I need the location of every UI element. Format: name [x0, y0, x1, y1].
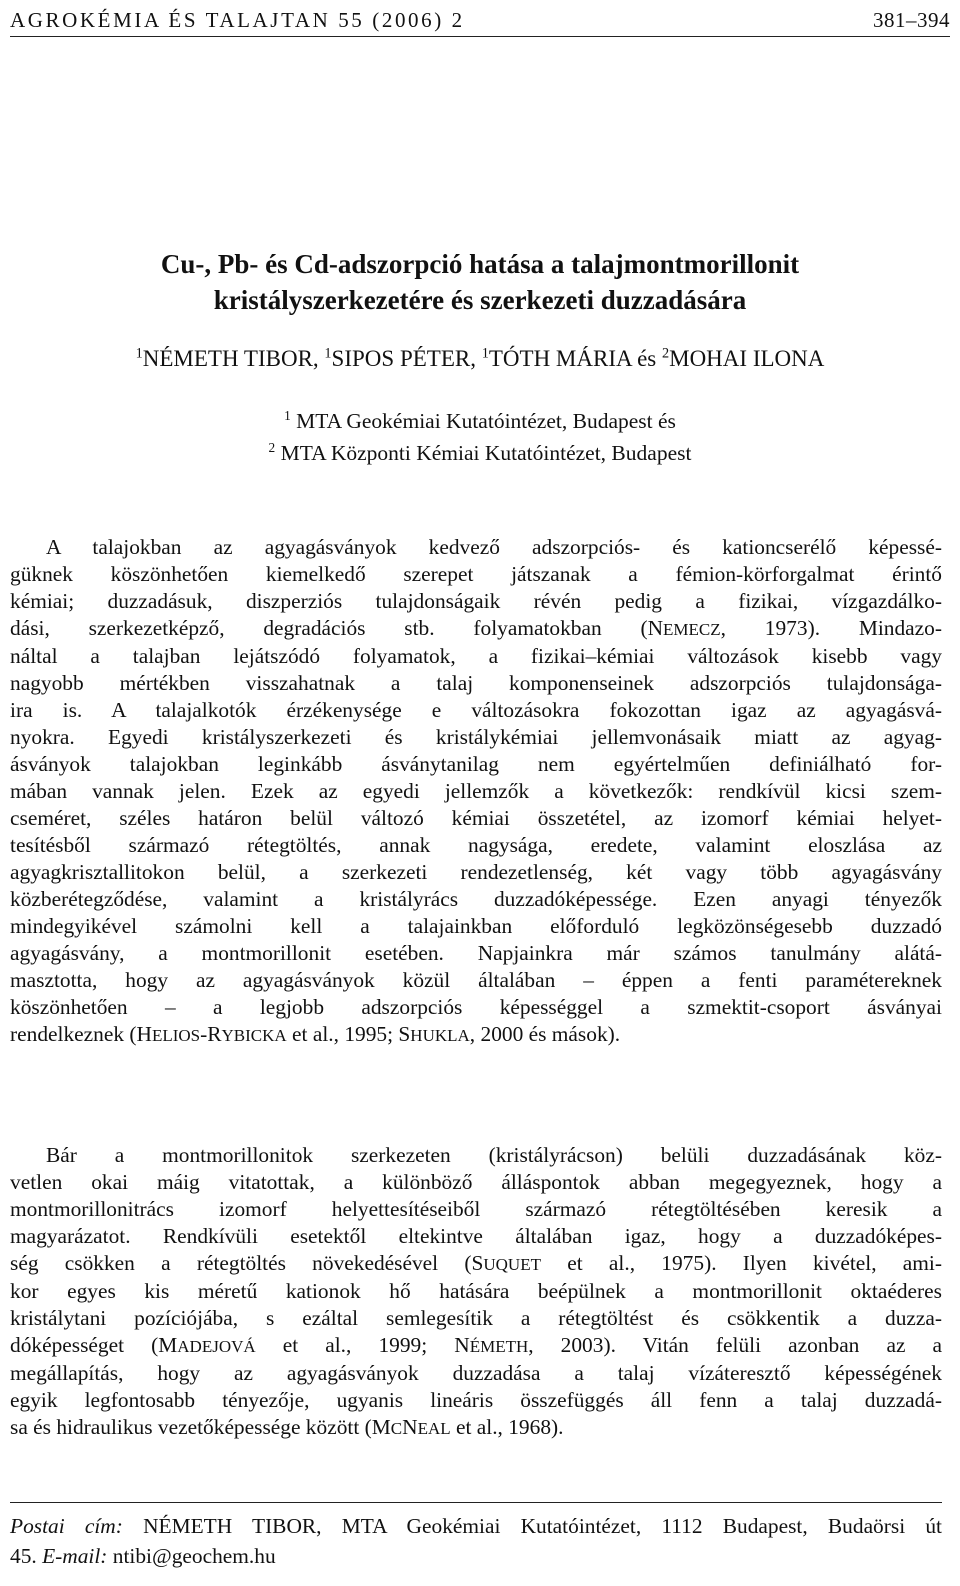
text-line: kémiai; duzzadásuk, diszperziós tulajdonságaik révén pedig a fizikai, vízgazdálko- [10, 589, 942, 613]
text-line: megállapítás, hogy az agyagásványok duzzadása a talaj vízáteresztő képességének [10, 1361, 942, 1385]
text-line-with-citation [10, 1250, 942, 1278]
affiliation-2-text: MTA Központi Kémiai Kutatóintézet, Budapest [275, 441, 692, 465]
text-line-with-citation [10, 615, 942, 643]
citation-rest: YBICKA [221, 1026, 287, 1045]
citation-rest: ADEJOVÁ [177, 1337, 256, 1356]
text-line: kor egyes kis méretű kationok hő hatására beépülnek a montmorillonit oktaéderes [10, 1279, 942, 1303]
page-range: 381–394 [873, 8, 950, 32]
affiliation-1-text: MTA Geokémiai Kutatóintézet, Budapest és [290, 409, 676, 433]
article-title [0, 246, 960, 318]
text-line: náltal a talajban lejátszódó folyamatok, a fizikai–kémiai változások kisebb vagy [10, 644, 942, 668]
address-continuation: 45. [10, 1544, 43, 1568]
text-line: Bár a montmorillonitok szerkezeten (kristályrácson) belüli duzzadásának köz- [46, 1143, 942, 1167]
email-address[interactable]: ntibi@geochem.hu [107, 1544, 276, 1568]
author-2-affiliation-mark: 1 [324, 345, 332, 362]
author-3-affiliation-mark: 1 [481, 345, 489, 362]
citation-initial: H [136, 1022, 152, 1046]
text-segment: dóképességet ( [10, 1333, 159, 1357]
citation-initial: N [647, 616, 664, 640]
text-line: agyagkrisztallitokon belül, a szerkezeti rendezetlenség, két vagy több agyagásvány [10, 860, 942, 884]
journal-citation: AGROKÉMIA ÉS TALAJTAN 55 (2006) 2 [10, 8, 465, 32]
text-line: nagyobb mértékben visszahatnak a talaj komponenseinek adszorpciós tulajdonsága- [10, 671, 942, 695]
affiliation-2 [0, 437, 960, 469]
text-line-with-citation [10, 1414, 942, 1442]
text-segment: sa és hidraulikus vezetőképessége között ( [10, 1415, 372, 1439]
citation-rest: UQUET [483, 1255, 541, 1274]
text-segment: , 2000 és mások). [469, 1022, 621, 1046]
text-line: vetlen okai máig vitatottak, a különböző álláspontok abban megegyeznek, hogy a [10, 1170, 942, 1194]
citation-rest: ELIOS [151, 1026, 201, 1045]
affiliation-list [0, 405, 960, 469]
text-segment: , 1973). Mindazo- [720, 616, 942, 640]
citation-initial: M [371, 1415, 391, 1439]
text-segment: dási, szerkezetképző, degradációs stb. folyamatokban ( [10, 616, 648, 640]
author-1: NÉMETH TIBOR, [142, 346, 325, 371]
author-2: SIPOS PÉTER, [331, 346, 482, 371]
postal-address: NÉMETH TIBOR, MTA Geokémiai Kutatóintézet, 1112 Budapest, Budaörsi út [122, 1514, 942, 1538]
postal-label: Postai cím: [10, 1514, 123, 1538]
author-4: MOHAI ILONA [669, 346, 825, 371]
running-header [10, 8, 950, 37]
title-line-2: kristályszerkezetére és szerkezeti duzzadására [213, 285, 747, 315]
text-line: ásványok talajokban leginkább ásványtanilag nem egyértelműen definiálható for- [10, 752, 942, 776]
citation-initial: N [454, 1333, 470, 1357]
citation-initial: S [471, 1251, 484, 1275]
text-line: montmorillonitrács izomorf helyettesítéseiből származó rétegtöltésében keresik a [10, 1197, 942, 1221]
author-4-affiliation-mark: 2 [662, 345, 670, 362]
author-3: TÓTH MÁRIA és [488, 346, 662, 371]
text-line: güknek köszönhetően kiemelkedő szerepet játszanak a fémion-körforgalmat érintő [10, 562, 942, 586]
citation-rest: EMECZ [663, 620, 721, 639]
citation-initial: N [402, 1415, 418, 1439]
text-line: egyik legfontosabb tényezője, ugyanis lineáris összefüggés áll fenn a talaj duzzadá- [10, 1388, 942, 1412]
citation-dash: - [200, 1022, 208, 1046]
text-line: A talajokban az agyagásványok kedvező adszorpciós- és kationcserélő képessé- [46, 535, 942, 559]
email-label: E-mail: [42, 1544, 108, 1568]
email-line [10, 1541, 942, 1571]
intro-paragraph-1 [10, 534, 942, 1049]
affiliation-1 [0, 405, 960, 437]
affiliation-1-mark: 1 [284, 407, 291, 423]
citation-rest: EAL [417, 1419, 451, 1438]
author-1-affiliation-mark: 1 [135, 345, 143, 362]
text-line: masztotta, hogy az agyagásványok közül általában – éppen a fenti paramétereknek [10, 968, 942, 992]
text-line: cseméret, széles határon belül változó kémiai összetétel, az izomorf kémiai helyet- [10, 806, 942, 830]
author-list [0, 344, 960, 374]
text-line: nyokra. Egyedi kristályszerkezeti és kristálykémiai jellemvonásaik miatt az agyag- [10, 725, 942, 749]
intro-paragraph-2 [10, 1142, 942, 1442]
text-line: ira is. A talajalkotók érzékenysége e változásokra fokozottan igaz az agyagásvá- [10, 698, 942, 722]
text-segment: , 2003). Vitán felüli azonban az a [528, 1333, 942, 1357]
text-segment: ség csökken a rétegtöltés növekedésével ( [10, 1251, 472, 1275]
citation-initial: M [158, 1333, 178, 1357]
text-segment: et al., 1975). Ilyen kivétel, ami- [540, 1251, 942, 1275]
citation-rest: C [390, 1419, 403, 1438]
text-line-with-citation [10, 1021, 942, 1049]
title-line-1: Cu-, Pb- és Cd-adszorpció hatása a talajmontmorillonit [160, 249, 800, 279]
affiliation-2-mark: 2 [268, 439, 276, 455]
citation-rest: HUKLA [410, 1026, 470, 1045]
postal-address-line [10, 1511, 942, 1541]
text-line: köszönhetően – a legjobb adszorpciós képességgel a szmektit-csoport ásványai [10, 995, 942, 1019]
text-segment: rendelkeznek ( [10, 1022, 137, 1046]
citation-author [648, 616, 721, 640]
text-line: magyarázatot. Rendkívüli esetektől eltekintve általában igaz, hogy a duzzadóképes- [10, 1224, 942, 1248]
text-segment: et al., 1968). [450, 1415, 564, 1439]
citation-initial: S [398, 1022, 411, 1046]
correspondence-footnote [10, 1502, 942, 1571]
text-line: közberétegződése, valamint a kristályrács duzzadóképessége. Ezen anyagi tényezők [10, 887, 942, 911]
text-line: agyagásvány, a montmorillonit esetében. Napjainkra már számos tanulmány alátá- [10, 941, 942, 965]
text-segment: et al., 1995; [286, 1022, 399, 1046]
text-line-with-citation [10, 1332, 942, 1360]
text-segment: et al., 1999; [255, 1333, 455, 1357]
citation-rest: ÉMETH [469, 1337, 529, 1356]
text-line: mában vannak jelen. Ezek az egyedi jellemzők a következők: rendkívül kicsi szem- [10, 779, 942, 803]
citation-initial: R [207, 1022, 222, 1046]
text-line: kristálytani pozíciójába, s ezáltal semlegesítik a rétegtöltést és csökkentik a duzza- [10, 1306, 942, 1330]
text-line: mindegyikével számolni kell a talajainkban előforduló legközönségesebb duzzadó [10, 914, 942, 938]
text-line: tesítésből származó rétegtöltés, annak nagysága, eredete, valamint eloszlása az [10, 833, 942, 857]
